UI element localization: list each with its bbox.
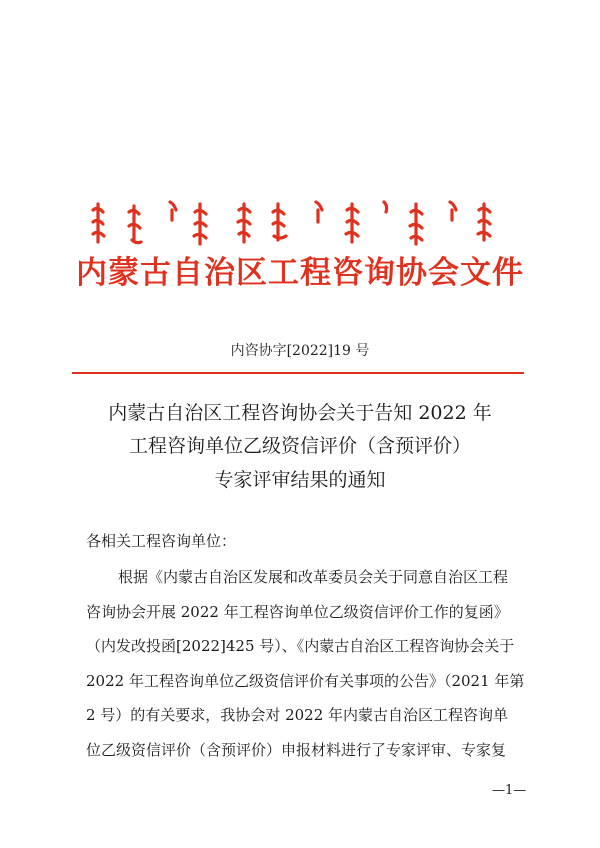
body-line-5: 2 号）的有关要求，我协会对 2022 年内蒙古自治区工程咨询单 (86, 706, 509, 724)
notice-title-line-2: 工程咨询单位乙级资信评价（含预评价） (128, 435, 471, 457)
body-line-4: 2022 年工程咨询单位乙级资信评价有关事项的公告》（2021 年第 (86, 672, 525, 690)
red-divider-line (72, 372, 524, 374)
page-number: —1— (492, 783, 527, 798)
document-header-title: 内蒙古自治区工程咨询协会文件 (76, 255, 524, 291)
document-number: 内咨协字[2022]19 号 (230, 343, 370, 359)
body-line-6: 位乙级资信评价（含预评价）申报材料进行了专家评审、专家复 (86, 741, 507, 759)
notice-title-line-3: 专家评审结果的通知 (214, 469, 386, 491)
body-line-2: 咨询协会开展 2022 年工程咨询单位乙级资信评价工作的复函》 (86, 603, 509, 621)
body-line-1: 根据《内蒙古自治区发展和改革委员会关于同意自治区工程 (118, 568, 509, 586)
body-line-3: （内发改投函[2022]425 号）、《内蒙古自治区工程咨询协会关于 (86, 637, 515, 655)
addressee: 各相关工程咨询单位： (86, 532, 237, 550)
notice-title-line-1: 内蒙古自治区工程咨询协会关于告知 2022 年 (108, 402, 492, 424)
mongolian-script-header (88, 200, 512, 248)
